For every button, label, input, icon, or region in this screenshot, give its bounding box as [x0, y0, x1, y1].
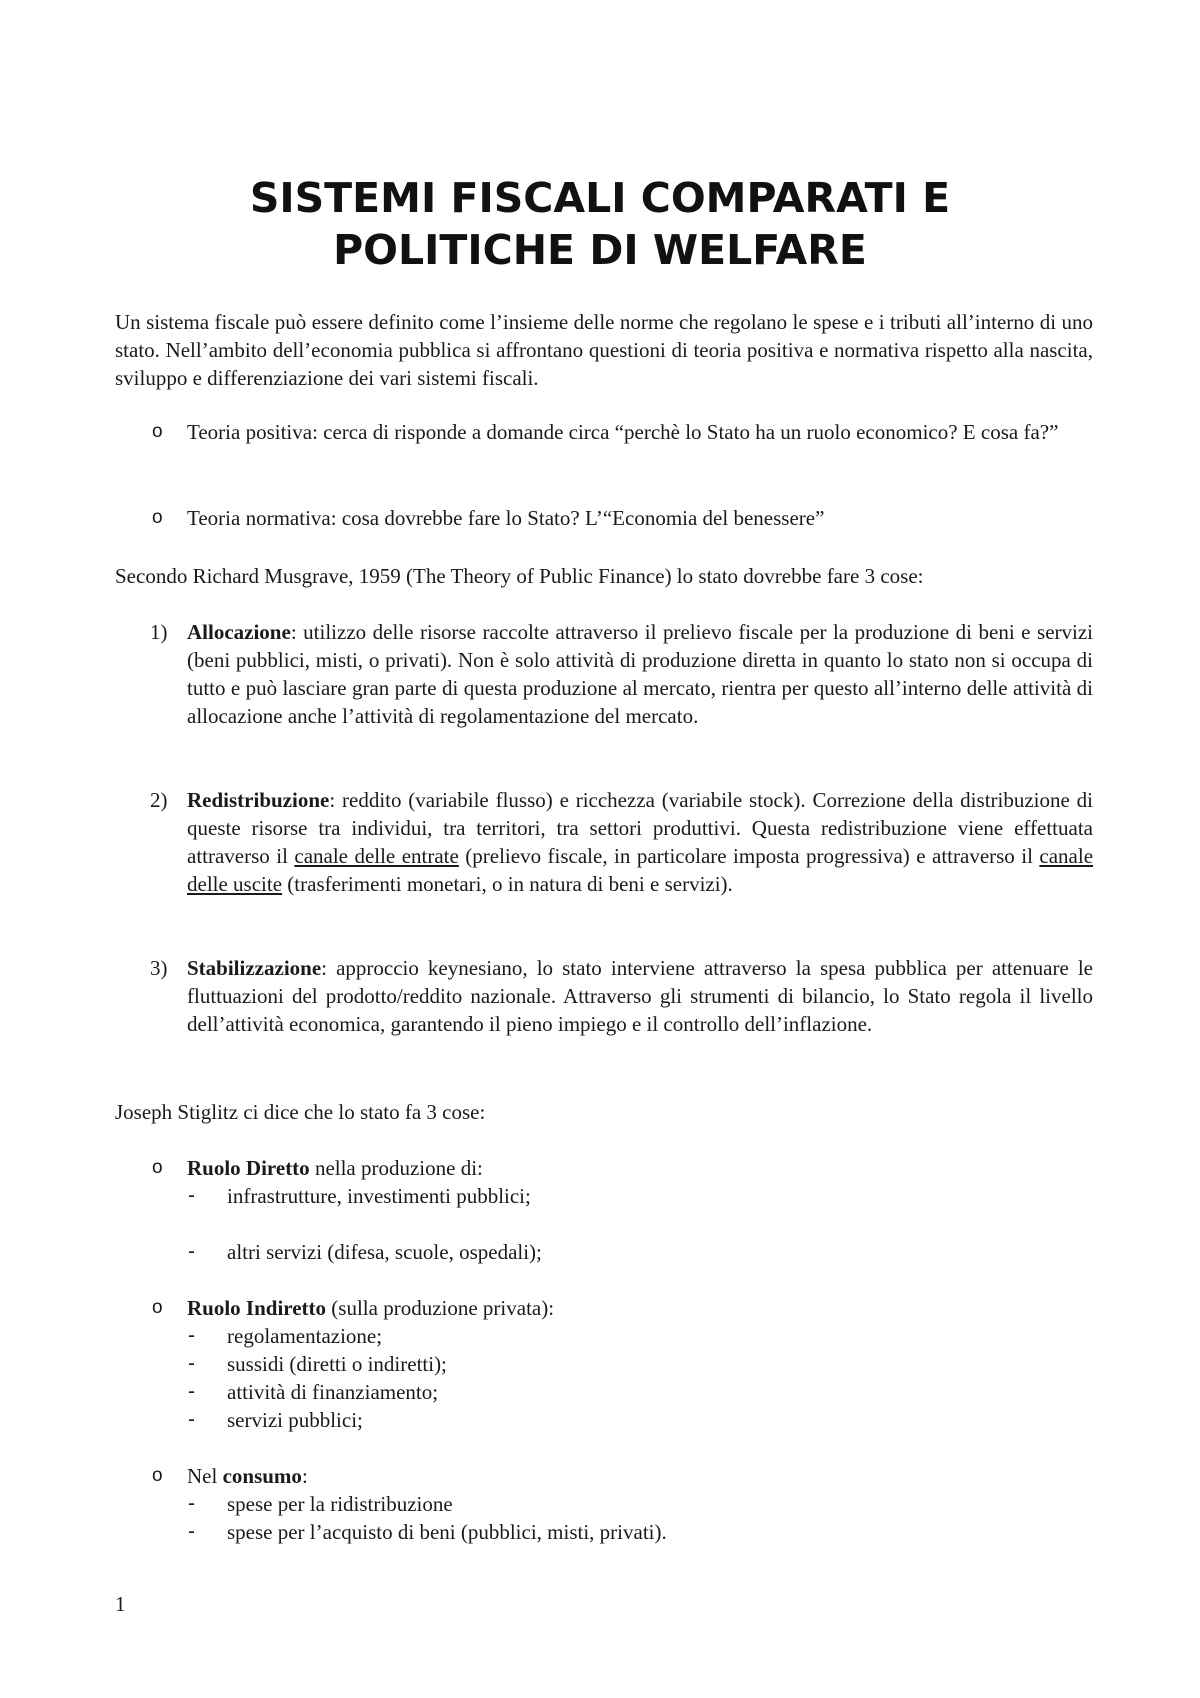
theory-positive-item [152, 418, 1093, 446]
role-consumption-term: consumo [222, 1464, 302, 1488]
role-consumption-text: : [301, 1464, 308, 1488]
redistribution-text-a: : reddito (variabile flusso) e ricchezza (variabile stock). Correzione della distribuzione di queste risorse tra individui, tra territori, tra settori produttivi. Questa redistribuzione viene effettuata attraverso il [187, 788, 1093, 868]
list-item [188, 1238, 1129, 1266]
list-item [188, 1322, 1129, 1350]
list-item-text: spese per la ridistribuzione [227, 1492, 453, 1516]
stiglitz-paragraph: Joseph Stiglitz ci dice che lo stato fa 3 cose: [115, 1100, 486, 1124]
circle-bullet-icon: o [152, 1157, 163, 1178]
function-allocation [150, 618, 1093, 730]
allocation-text: : utilizzo delle risorse raccolte attraverso il prelievo fiscale per la produzione di beni e servizi (beni pubblici, misti, o privati). Non è solo attività di produzione diretta in quanto lo stato non si occupa di tutto e può lasciare gran parte di questa produzione al mercato, rientra per questo all’interno delle attività di allocazione anche l’attività di regolamentazione del mercato. [187, 620, 1093, 728]
role-consumption-prefix: Nel [187, 1464, 223, 1488]
list-item-text: regolamentazione; [227, 1324, 383, 1348]
role-indirect-term: Ruolo Indiretto [187, 1296, 327, 1320]
list-item [188, 1406, 1129, 1434]
list-item [188, 1350, 1129, 1378]
list-item-text: sussidi (diretti o indiretti); [227, 1352, 447, 1376]
page-number: 1 [115, 1592, 126, 1616]
revenue-channel-underlined: canale delle entrate [294, 844, 459, 868]
page-title [115, 172, 1085, 276]
list-item [188, 1490, 1129, 1518]
list-number: 3) [150, 956, 168, 980]
title-line-2: POLITICHE DI WELFARE [333, 226, 867, 274]
list-item-text: altri servizi (difesa, scuole, ospedali); [227, 1240, 542, 1264]
list-item-text: infrastrutture, investimenti pubblici; [227, 1184, 531, 1208]
musgrave-paragraph: Secondo Richard Musgrave, 1959 (The Theory of Public Finance) lo stato dovrebbe fare 3 cose: [115, 564, 924, 588]
theory-normative-text: Teoria normativa: cosa dovrebbe fare lo Stato? L’“Economia del benessere” [187, 506, 825, 530]
list-number: 1) [150, 620, 168, 644]
function-redistribution [150, 786, 1093, 898]
theory-positive-text: Teoria positiva: cerca di risponde a domande circa “perchè lo Stato ha un ruolo economico? E cosa fa?” [187, 420, 1059, 444]
dash-bullet-icon: - [188, 1492, 195, 1515]
expenditure-channel-underlined: canale delle uscite [187, 844, 1094, 896]
circle-bullet-icon: o [152, 421, 163, 442]
role-consumption-sublist [188, 1490, 1129, 1546]
list-item [188, 1182, 1129, 1210]
list-item-text: spese per l’acquisto di beni (pubblici, misti, privati). [227, 1520, 667, 1544]
circle-bullet-icon: o [152, 507, 163, 528]
list-item [188, 1518, 1129, 1546]
role-indirect-item [152, 1294, 1093, 1434]
allocation-term: Allocazione [187, 620, 291, 644]
circle-bullet-icon: o [152, 1465, 163, 1486]
redistribution-text-c: (trasferimenti monetari, o in natura di beni e servizi). [282, 872, 733, 896]
dash-bullet-icon: - [188, 1184, 195, 1207]
stabilization-text: : approccio keynesiano, lo stato interviene attraverso la spesa pubblica per attenuare le fluttuazioni del prodotto/reddito nazionale. Attraverso gli strumenti di bilancio, lo Stato regola il livello dell’attività economica, garantendo il pieno impiego e il controllo dell’inflazione. [187, 956, 1093, 1036]
redistribution-term: Redistribuzione [187, 788, 330, 812]
role-indirect-sublist [188, 1322, 1129, 1434]
stabilization-term: Stabilizzazione [187, 956, 322, 980]
role-consumption-item [152, 1462, 1093, 1546]
role-direct-text: nella produzione di: [309, 1156, 483, 1180]
dash-bullet-icon: - [188, 1324, 195, 1347]
role-indirect-text: (sulla produzione privata): [326, 1296, 555, 1320]
role-direct-term: Ruolo Diretto [187, 1156, 310, 1180]
list-number: 2) [150, 788, 168, 812]
theory-normative-item [152, 504, 1093, 532]
list-item-text: servizi pubblici; [227, 1408, 363, 1432]
dash-bullet-icon: - [188, 1352, 195, 1375]
role-direct-item [152, 1154, 1093, 1266]
redistribution-text-b: (prelievo fiscale, in particolare imposta progressiva) e attraverso il [458, 844, 1040, 868]
role-direct-sublist [188, 1182, 1129, 1266]
intro-paragraph: Un sistema fiscale può essere definito come l’insieme delle norme che regolano le spese e i tributi all’interno di uno stato. Nell’ambito dell’economia pubblica si affrontano questioni di teoria positiva e normativa rispetto alla nascita, sviluppo e differenziazione dei vari sistemi fiscali. [115, 310, 1093, 390]
circle-bullet-icon: o [152, 1297, 163, 1318]
list-item-text: attività di finanziamento; [227, 1380, 439, 1404]
dash-bullet-icon: - [188, 1240, 195, 1263]
function-stabilization [150, 954, 1093, 1038]
dash-bullet-icon: - [188, 1520, 195, 1543]
title-line-1: SISTEMI FISCALI COMPARATI E [249, 174, 951, 222]
list-item [188, 1378, 1129, 1406]
dash-bullet-icon: - [188, 1380, 195, 1403]
dash-bullet-icon: - [188, 1408, 195, 1431]
